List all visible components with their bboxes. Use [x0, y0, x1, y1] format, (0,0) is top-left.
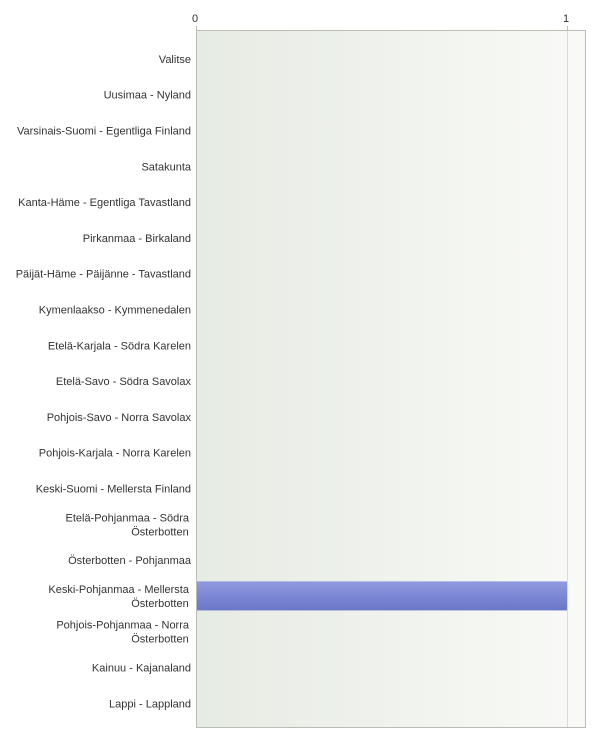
category-label-line: Österbotten	[131, 597, 189, 610]
x-axis-ticks	[192, 13, 569, 30]
bar	[196, 581, 567, 610]
category-label: Keski-Suomi - Mellersta Finland	[35, 483, 191, 496]
category-label: Österbotten - Pohjanmaa	[68, 555, 191, 568]
category-label: Etelä-Karjala - Södra Karelen	[47, 340, 191, 353]
category-label: Kymenlaakso - Kymmenedalen	[38, 304, 191, 317]
category-label: Pohjois-Karjala - Norra Karelen	[38, 447, 191, 460]
category-label: Kainuu - Kajanaland	[91, 662, 191, 675]
category-label: Valitse	[158, 53, 191, 66]
category-label: Kanta-Häme - Egentliga Tavastland	[18, 197, 191, 210]
category-label: Lappi - Lappland	[109, 698, 191, 711]
category-label: Etelä-Savo - Södra Savolax	[55, 376, 191, 389]
category-label	[65, 512, 189, 538]
category-label: Päijät-Häme - Päijänne - Tavastland	[15, 268, 191, 281]
x-tick-label: 0	[191, 13, 199, 25]
x-tick-label: 1	[562, 13, 570, 25]
category-label-line: Keski-Pohjanmaa - Mellersta	[48, 583, 189, 596]
category-label: Pirkanmaa - Birkaland	[82, 232, 191, 245]
category-label	[48, 584, 189, 610]
category-label-line: Österbotten	[131, 526, 189, 539]
bars	[196, 581, 567, 610]
plot-area	[196, 30, 586, 728]
category-label: Varsinais-Suomi - Egentliga Finland	[16, 125, 191, 138]
category-labels	[16, 54, 192, 710]
category-label-line: Etelä-Pohjanmaa - Södra	[65, 512, 189, 525]
category-label-line: Pohjois-Pohjanmaa - Norra	[56, 619, 189, 632]
category-label-line: Österbotten	[131, 633, 189, 646]
category-label: Satakunta	[141, 161, 191, 174]
category-label: Pohjois-Savo - Norra Savolax	[46, 411, 191, 424]
category-label: Uusimaa - Nyland	[103, 89, 191, 102]
category-label	[56, 620, 190, 646]
